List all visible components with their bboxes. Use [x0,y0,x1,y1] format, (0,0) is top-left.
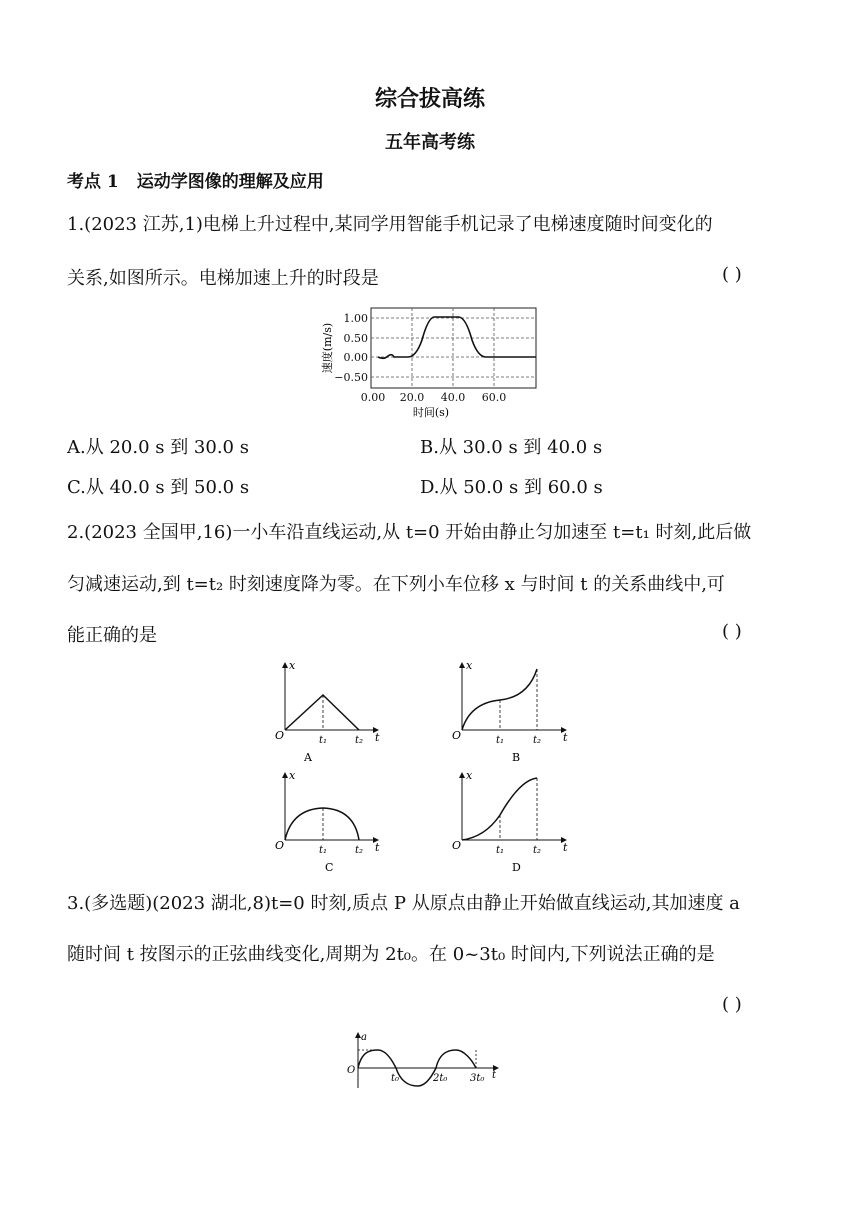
q2-caption-b: B [512,751,521,764]
q3-origin: O [347,1065,356,1076]
q2-graph-d [452,769,568,874]
q1-stem-line2: 关系,如图所示。电梯加速上升的时段是 [67,268,379,289]
q3-acceleration-figure [340,1030,510,1092]
q2-graph-a [275,659,380,764]
q2-stem-line3: 能正确的是 [67,625,157,646]
q2-origin: O [275,729,285,742]
q2-answer-paren: ( ) [722,621,742,642]
q1-ytick: 1.00 [343,312,368,325]
q2-origin: O [275,839,285,852]
section-title: 运动学图像的理解及应用 [136,172,324,192]
q3-2t0: 2t₀ [433,1073,448,1084]
q2-stem-line1: 2.(2023 全国甲,16)一小车沿直线运动,从 t=0 开始由静止匀加速至 t=t₁ 时刻,此后做 [67,522,752,543]
q1-option-d: D.从 50.0 s 到 60.0 s [420,477,603,498]
q1-xtick: 20.0 [399,391,425,404]
q2-curve-a [285,695,359,730]
q2-t2: t₂ [533,845,542,856]
q1-grid [371,308,536,388]
q1-xtick: 0.00 [360,391,386,404]
q3-stem-line2: 随时间 t 按图示的正弦曲线变化,周期为 2t₀。在 0~3t₀ 时间内,下列说法正确的是 [67,944,715,965]
section-label: 考点 1 [67,172,119,192]
q2-stem-line2: 匀减速运动,到 t=t₂ 时刻速度降为零。在下列小车位移 x 与时间 t 的关系曲线中,可 [67,574,725,595]
q2-t1: t₁ [496,735,505,746]
q2-graph-b [452,659,568,764]
q1-option-b: B.从 30.0 s 到 40.0 s [420,437,603,458]
q2-axis-x: x [289,769,296,782]
q2-axis-t: t [375,841,380,854]
q2-axis-t: t [563,841,568,854]
q2-t1: t₁ [496,845,505,856]
q2-axis-x: x [466,769,473,782]
q2-caption-d: D [512,861,521,874]
page-subtitle: 五年高考练 [385,132,475,153]
q3-3t0: 3t₀ [470,1073,485,1084]
q2-t2: t₂ [533,735,542,746]
q1-option-c: C.从 40.0 s 到 50.0 s [67,477,250,498]
q2-t1: t₁ [319,735,328,746]
q1-x-axis-label: 时间(s) [412,406,450,419]
q2-axis-t: t [375,731,380,744]
section-heading [67,167,324,192]
q2-t1: t₁ [319,845,328,856]
page-title: 综合拔高练 [374,86,485,112]
q1-ytick: 0.50 [343,332,368,345]
q1-velocity-figure [316,300,546,420]
q2-axis-x: x [466,659,473,672]
q2-xt-figure [270,655,580,877]
q2-t2: t₂ [355,735,364,746]
q1-xtick: 60.0 [481,391,507,404]
q2-curve-b [462,669,537,730]
q3-t0: t₀ [391,1073,400,1084]
q2-curve-d [462,778,537,840]
q1-ytick: −0.50 [334,371,368,384]
q2-t2: t₂ [355,845,364,856]
q1-answer-paren: ( ) [722,264,742,285]
q2-graph-c [275,769,380,874]
q3-axis-t: t [492,1070,497,1081]
q3-axis-a: a [361,1032,367,1043]
q1-xtick: 40.0 [440,391,466,404]
q2-origin: O [452,839,462,852]
q1-y-axis-label: 速度(m/s) [321,322,334,374]
q2-origin: O [452,729,462,742]
q3-stem-line1: 3.(多选题)(2023 湖北,8)t=0 时刻,质点 P 从原点由静止开始做直线运动,其加速度 a [67,893,740,914]
q2-caption-c: C [325,861,334,874]
q1-option-a: A.从 20.0 s 到 30.0 s [67,437,249,458]
q2-caption-a: A [304,751,312,764]
q2-axis-t: t [563,731,568,744]
q3-answer-paren: ( ) [722,994,742,1015]
q2-axis-x: x [289,659,296,672]
q1-plot-frame [371,308,536,388]
q1-stem-line1: 1.(2023 江苏,1)电梯上升过程中,某同学用智能手机记录了电梯速度随时间变化的 [67,214,713,235]
q1-ytick: 0.00 [343,351,368,364]
q2-curve-c [285,808,359,840]
